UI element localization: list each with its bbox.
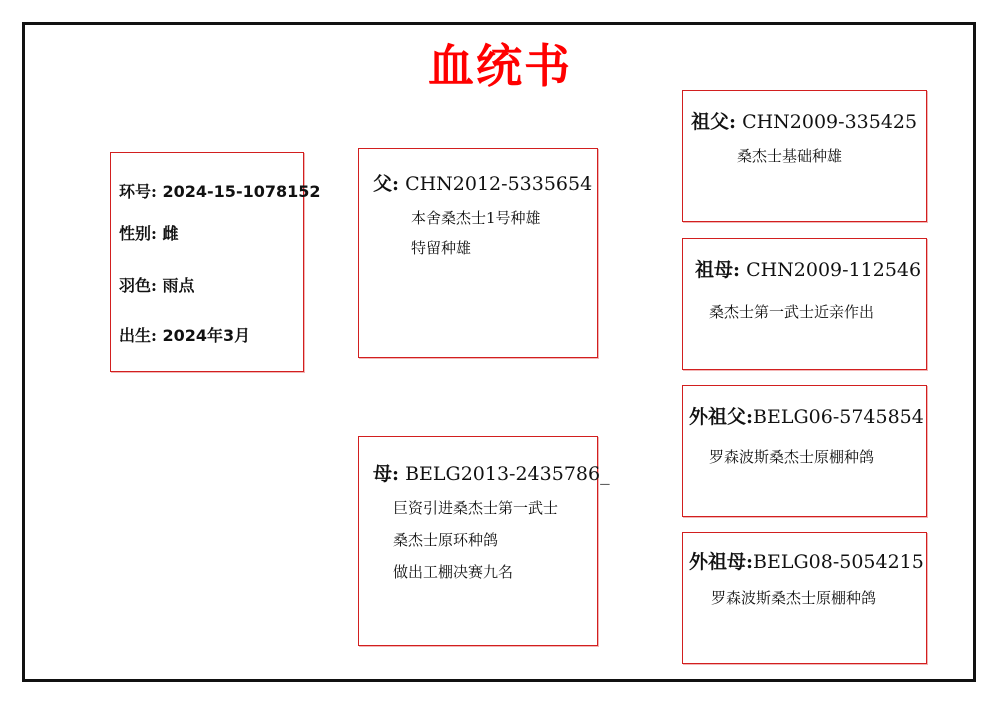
ring-number-label: 环号: xyxy=(119,182,157,201)
ring-number-value: 2024-15-1078152 xyxy=(162,182,321,201)
maternal-granddam-box xyxy=(682,532,927,664)
birth-label: 出生: xyxy=(119,326,157,345)
dam-note: 桑杰士原环种鸽 xyxy=(393,531,499,549)
dam-note: 做出工棚决赛九名 xyxy=(393,563,514,581)
sex-value: 雌 xyxy=(162,224,179,243)
paternal-grandsire-note: 桑杰士基础种雄 xyxy=(737,147,843,165)
birth-value: 2024年3月 xyxy=(162,326,251,345)
sire-label: 父: xyxy=(373,173,400,195)
feather-color-row xyxy=(119,273,195,296)
maternal-granddam-label: 外祖母: xyxy=(689,551,754,573)
paternal-granddam-heading xyxy=(695,255,921,282)
ring-number-row xyxy=(119,179,321,202)
sire-box xyxy=(358,148,598,358)
sire-note: 本舍桑杰士1号种雄 xyxy=(411,209,541,227)
paternal-grandsire-heading xyxy=(691,107,917,134)
maternal-grandsire-heading xyxy=(689,402,924,429)
maternal-grandsire-label: 外祖父: xyxy=(689,406,754,428)
sire-heading xyxy=(373,169,592,196)
feather-color-label: 羽色: xyxy=(119,276,157,295)
paternal-grandsire-label: 祖父: xyxy=(691,111,737,133)
paternal-grandsire-box xyxy=(682,90,927,222)
dam-label: 母: xyxy=(373,463,400,485)
sire-note: 特留种雄 xyxy=(411,239,472,257)
page-title: 血统书 xyxy=(428,39,572,93)
maternal-granddam-note: 罗森波斯桑杰士原棚种鸽 xyxy=(711,589,877,607)
maternal-grandsire-note: 罗森波斯桑杰士原棚种鸽 xyxy=(709,448,875,466)
paternal-granddam-box xyxy=(682,238,927,370)
maternal-granddam-ring: BELG08-5054215 xyxy=(753,551,924,573)
maternal-granddam-heading xyxy=(689,547,924,574)
sire-ring: CHN2012-5335654 xyxy=(405,173,593,195)
dam-note: 巨资引进桑杰士第一武士 xyxy=(393,499,559,517)
dam-heading xyxy=(373,459,610,486)
maternal-grandsire-ring: BELG06-5745854 xyxy=(753,406,924,428)
bird-info-box xyxy=(110,152,321,372)
paternal-granddam-ring: CHN2009-112546 xyxy=(746,259,922,281)
birth-row xyxy=(119,323,250,346)
feather-color-value: 雨点 xyxy=(162,276,195,295)
maternal-grandsire-box xyxy=(682,385,927,517)
paternal-granddam-label: 祖母: xyxy=(695,259,741,281)
sex-row xyxy=(119,221,179,244)
dam-ring: BELG2013-2435786_ xyxy=(405,463,610,485)
paternal-granddam-note: 桑杰士第一武士近亲作出 xyxy=(709,303,875,321)
paternal-grandsire-ring: CHN2009-335425 xyxy=(742,111,918,133)
dam-box xyxy=(358,436,610,646)
sex-label: 性别: xyxy=(119,224,157,243)
